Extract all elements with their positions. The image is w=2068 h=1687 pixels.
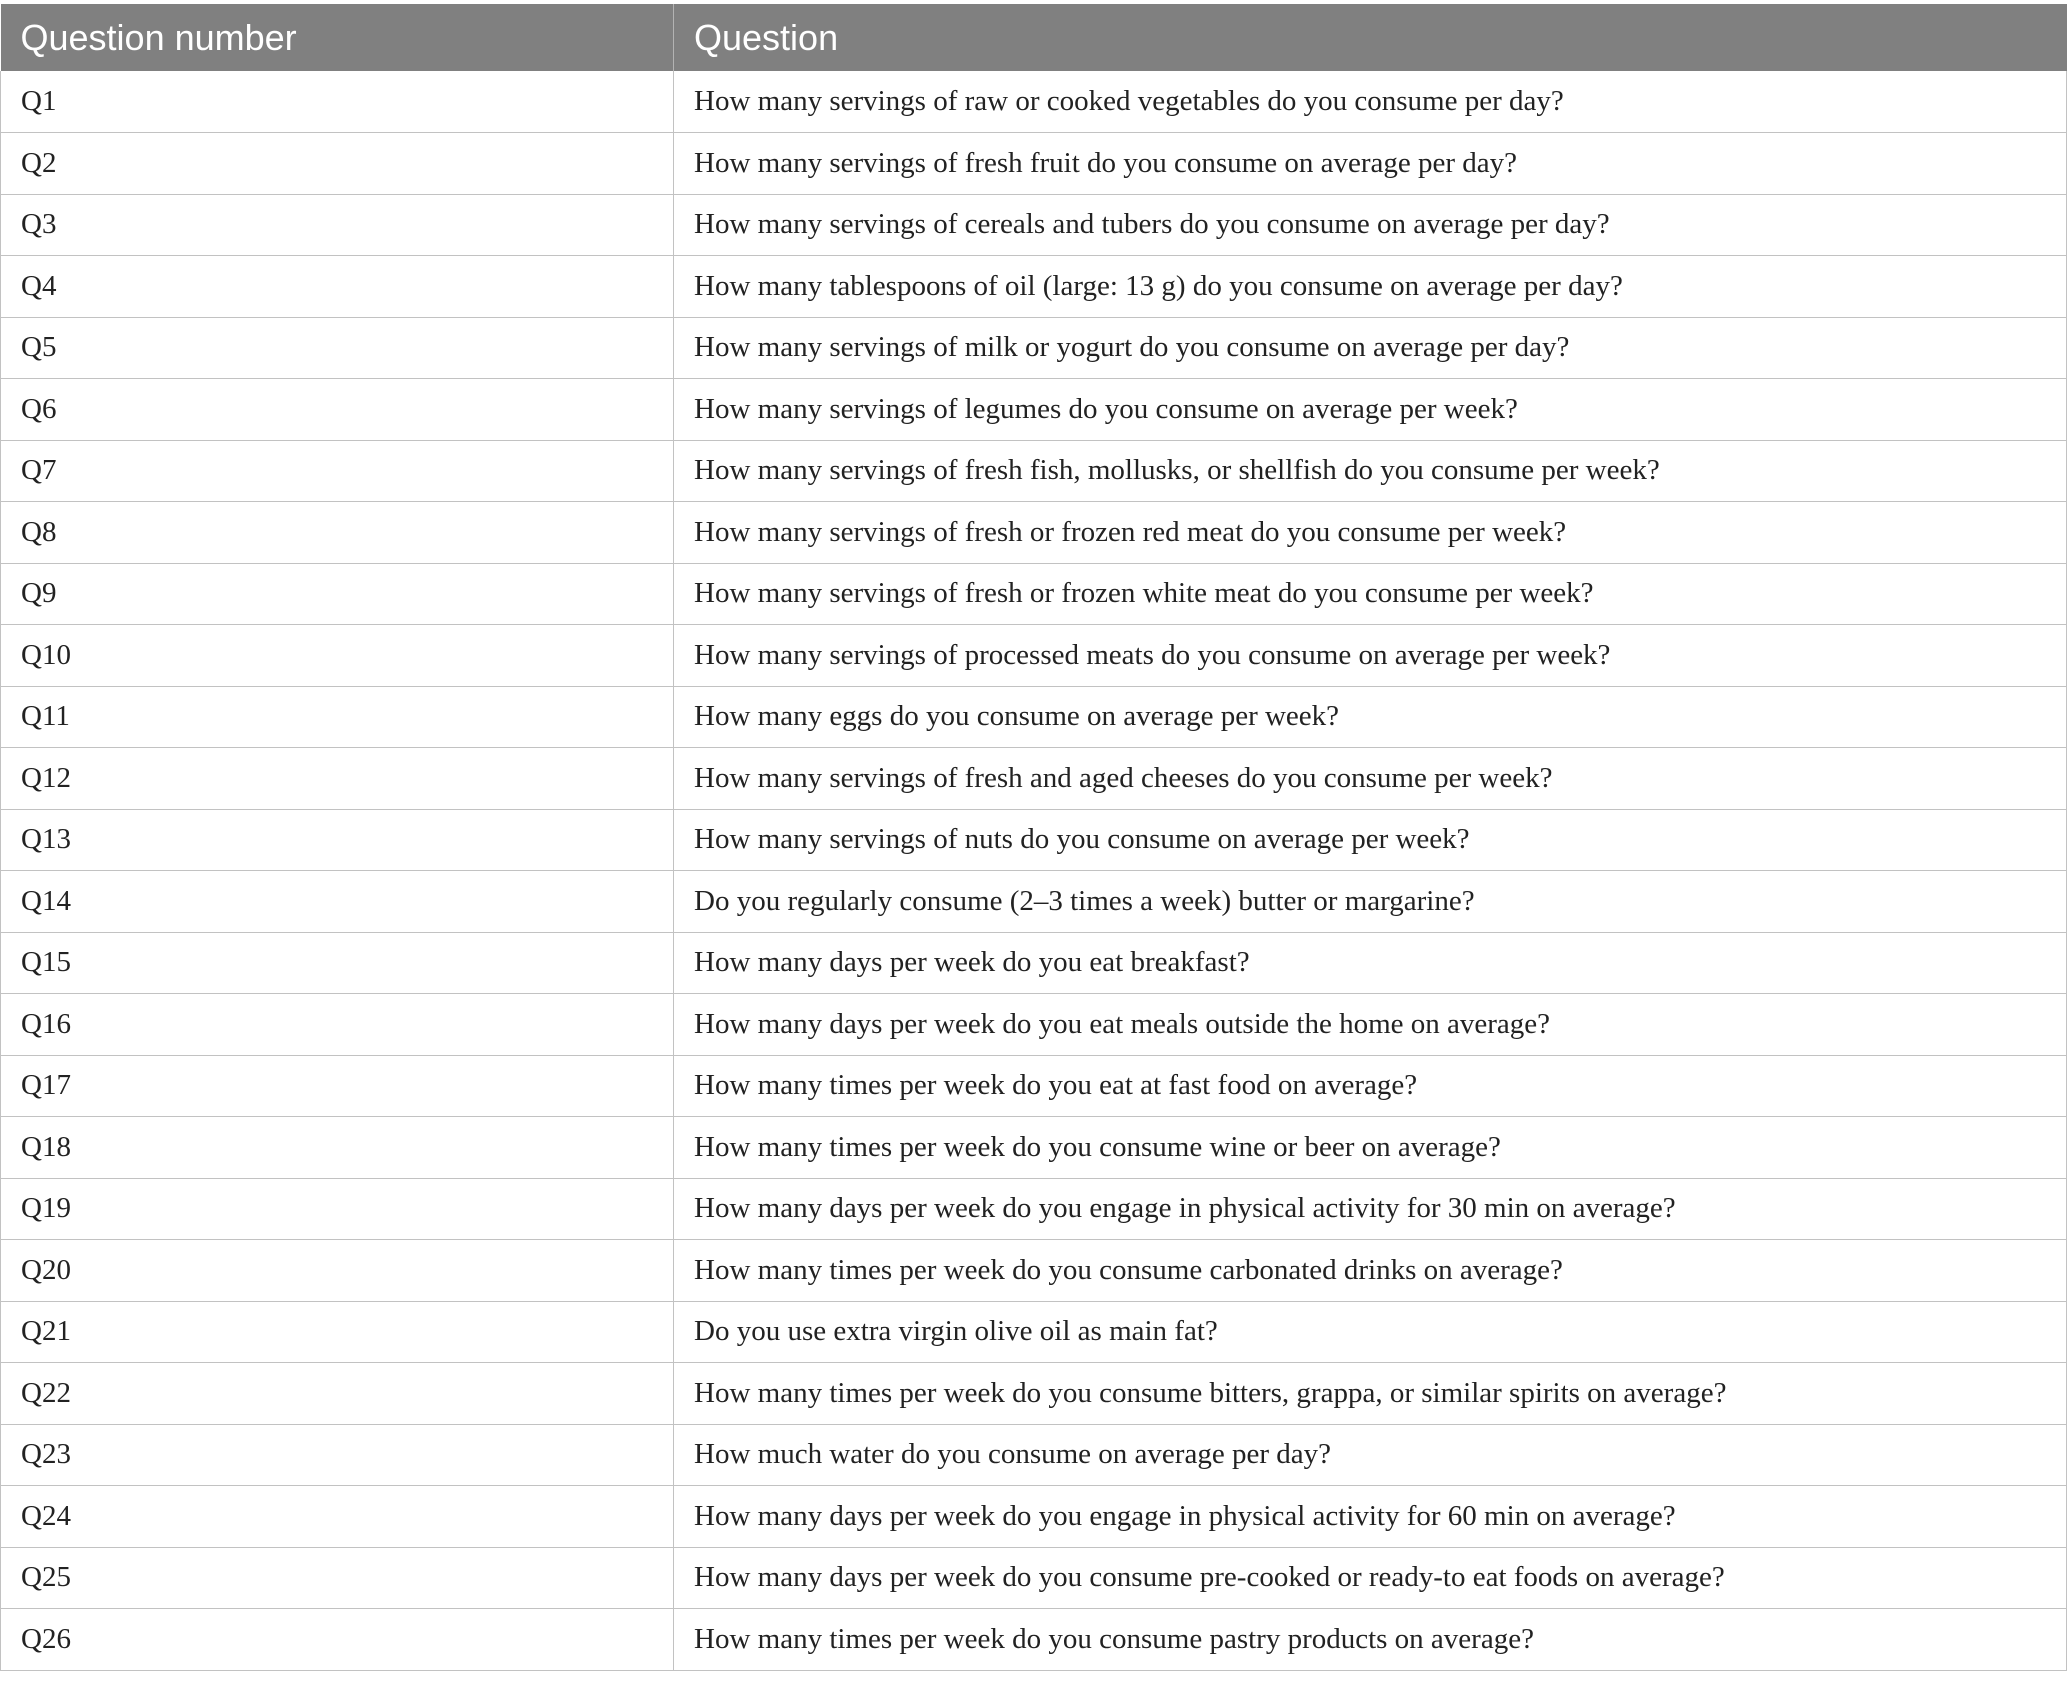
question-text-cell: How many days per week do you engage in physical activity for 60 min on average?	[674, 1486, 2067, 1548]
table-row	[1, 1055, 2067, 1117]
table-row	[1, 194, 2067, 256]
question-text-cell: How many eggs do you consume on average per week?	[674, 686, 2067, 748]
question-number-cell: Q12	[1, 748, 674, 810]
table-row	[1, 71, 2067, 133]
question-text-cell: How many times per week do you consume carbonated drinks on average?	[674, 1240, 2067, 1302]
table-row	[1, 686, 2067, 748]
question-number-cell: Q14	[1, 871, 674, 933]
header-row	[1, 4, 2067, 71]
question-number-cell: Q2	[1, 133, 674, 195]
table-row	[1, 809, 2067, 871]
question-number-cell: Q16	[1, 994, 674, 1056]
question-text-cell: How many servings of raw or cooked vegetables do you consume per day?	[674, 71, 2067, 133]
question-text-cell: How much water do you consume on average per day?	[674, 1424, 2067, 1486]
question-number-cell: Q8	[1, 502, 674, 564]
question-text-cell: How many servings of cereals and tubers do you consume on average per day?	[674, 194, 2067, 256]
question-text-cell: Do you regularly consume (2–3 times a week) butter or margarine?	[674, 871, 2067, 933]
table-row	[1, 994, 2067, 1056]
question-text-cell: How many servings of fresh or frozen red meat do you consume per week?	[674, 502, 2067, 564]
question-text-cell: How many days per week do you engage in physical activity for 30 min on average?	[674, 1178, 2067, 1240]
table-row	[1, 379, 2067, 441]
table-row	[1, 748, 2067, 810]
table-row	[1, 1363, 2067, 1425]
table-row	[1, 563, 2067, 625]
question-text-cell: Do you use extra virgin olive oil as main fat?	[674, 1301, 2067, 1363]
question-number-cell: Q15	[1, 932, 674, 994]
question-text-cell: How many servings of fresh or frozen white meat do you consume per week?	[674, 563, 2067, 625]
header-question: Question	[674, 4, 2067, 71]
table-body	[1, 71, 2067, 1670]
question-number-cell: Q11	[1, 686, 674, 748]
question-text-cell: How many servings of legumes do you consume on average per week?	[674, 379, 2067, 441]
question-number-cell: Q18	[1, 1117, 674, 1179]
question-text-cell: How many days per week do you eat breakfast?	[674, 932, 2067, 994]
question-text-cell: How many days per week do you eat meals outside the home on average?	[674, 994, 2067, 1056]
table-row	[1, 1240, 2067, 1302]
question-text-cell: How many servings of processed meats do you consume on average per week?	[674, 625, 2067, 687]
question-number-cell: Q17	[1, 1055, 674, 1117]
table-row	[1, 1301, 2067, 1363]
question-text-cell: How many times per week do you consume wine or beer on average?	[674, 1117, 2067, 1179]
questionnaire-table	[0, 4, 2067, 1671]
table-row	[1, 871, 2067, 933]
question-number-cell: Q6	[1, 379, 674, 441]
table-row	[1, 1486, 2067, 1548]
question-text-cell: How many servings of nuts do you consume on average per week?	[674, 809, 2067, 871]
question-text-cell: How many servings of milk or yogurt do you consume on average per day?	[674, 317, 2067, 379]
question-number-cell: Q5	[1, 317, 674, 379]
table-row	[1, 440, 2067, 502]
header-question-number: Question number	[1, 4, 674, 71]
question-number-cell: Q25	[1, 1547, 674, 1609]
question-number-cell: Q26	[1, 1609, 674, 1671]
question-text-cell: How many servings of fresh fish, mollusks, or shellfish do you consume per week?	[674, 440, 2067, 502]
table-row	[1, 932, 2067, 994]
question-number-cell: Q22	[1, 1363, 674, 1425]
table-header	[1, 4, 2067, 71]
question-text-cell: How many times per week do you consume bitters, grappa, or similar spirits on average?	[674, 1363, 2067, 1425]
table-row	[1, 625, 2067, 687]
table-row	[1, 1178, 2067, 1240]
question-text-cell: How many servings of fresh fruit do you consume on average per day?	[674, 133, 2067, 195]
table-row	[1, 1424, 2067, 1486]
table-row	[1, 256, 2067, 318]
question-number-cell: Q24	[1, 1486, 674, 1548]
question-number-cell: Q10	[1, 625, 674, 687]
questionnaire-table-container	[0, 4, 2066, 1671]
question-text-cell: How many times per week do you eat at fast food on average?	[674, 1055, 2067, 1117]
question-number-cell: Q4	[1, 256, 674, 318]
table-row	[1, 133, 2067, 195]
question-number-cell: Q20	[1, 1240, 674, 1302]
question-text-cell: How many servings of fresh and aged cheeses do you consume per week?	[674, 748, 2067, 810]
question-number-cell: Q3	[1, 194, 674, 256]
question-number-cell: Q7	[1, 440, 674, 502]
question-number-cell: Q23	[1, 1424, 674, 1486]
question-number-cell: Q21	[1, 1301, 674, 1363]
question-number-cell: Q9	[1, 563, 674, 625]
table-row	[1, 502, 2067, 564]
question-number-cell: Q1	[1, 71, 674, 133]
table-row	[1, 317, 2067, 379]
question-text-cell: How many tablespoons of oil (large: 13 g) do you consume on average per day?	[674, 256, 2067, 318]
question-text-cell: How many times per week do you consume pastry products on average?	[674, 1609, 2067, 1671]
question-number-cell: Q19	[1, 1178, 674, 1240]
table-row	[1, 1609, 2067, 1671]
question-text-cell: How many days per week do you consume pre-cooked or ready-to eat foods on average?	[674, 1547, 2067, 1609]
question-number-cell: Q13	[1, 809, 674, 871]
table-row	[1, 1117, 2067, 1179]
table-row	[1, 1547, 2067, 1609]
